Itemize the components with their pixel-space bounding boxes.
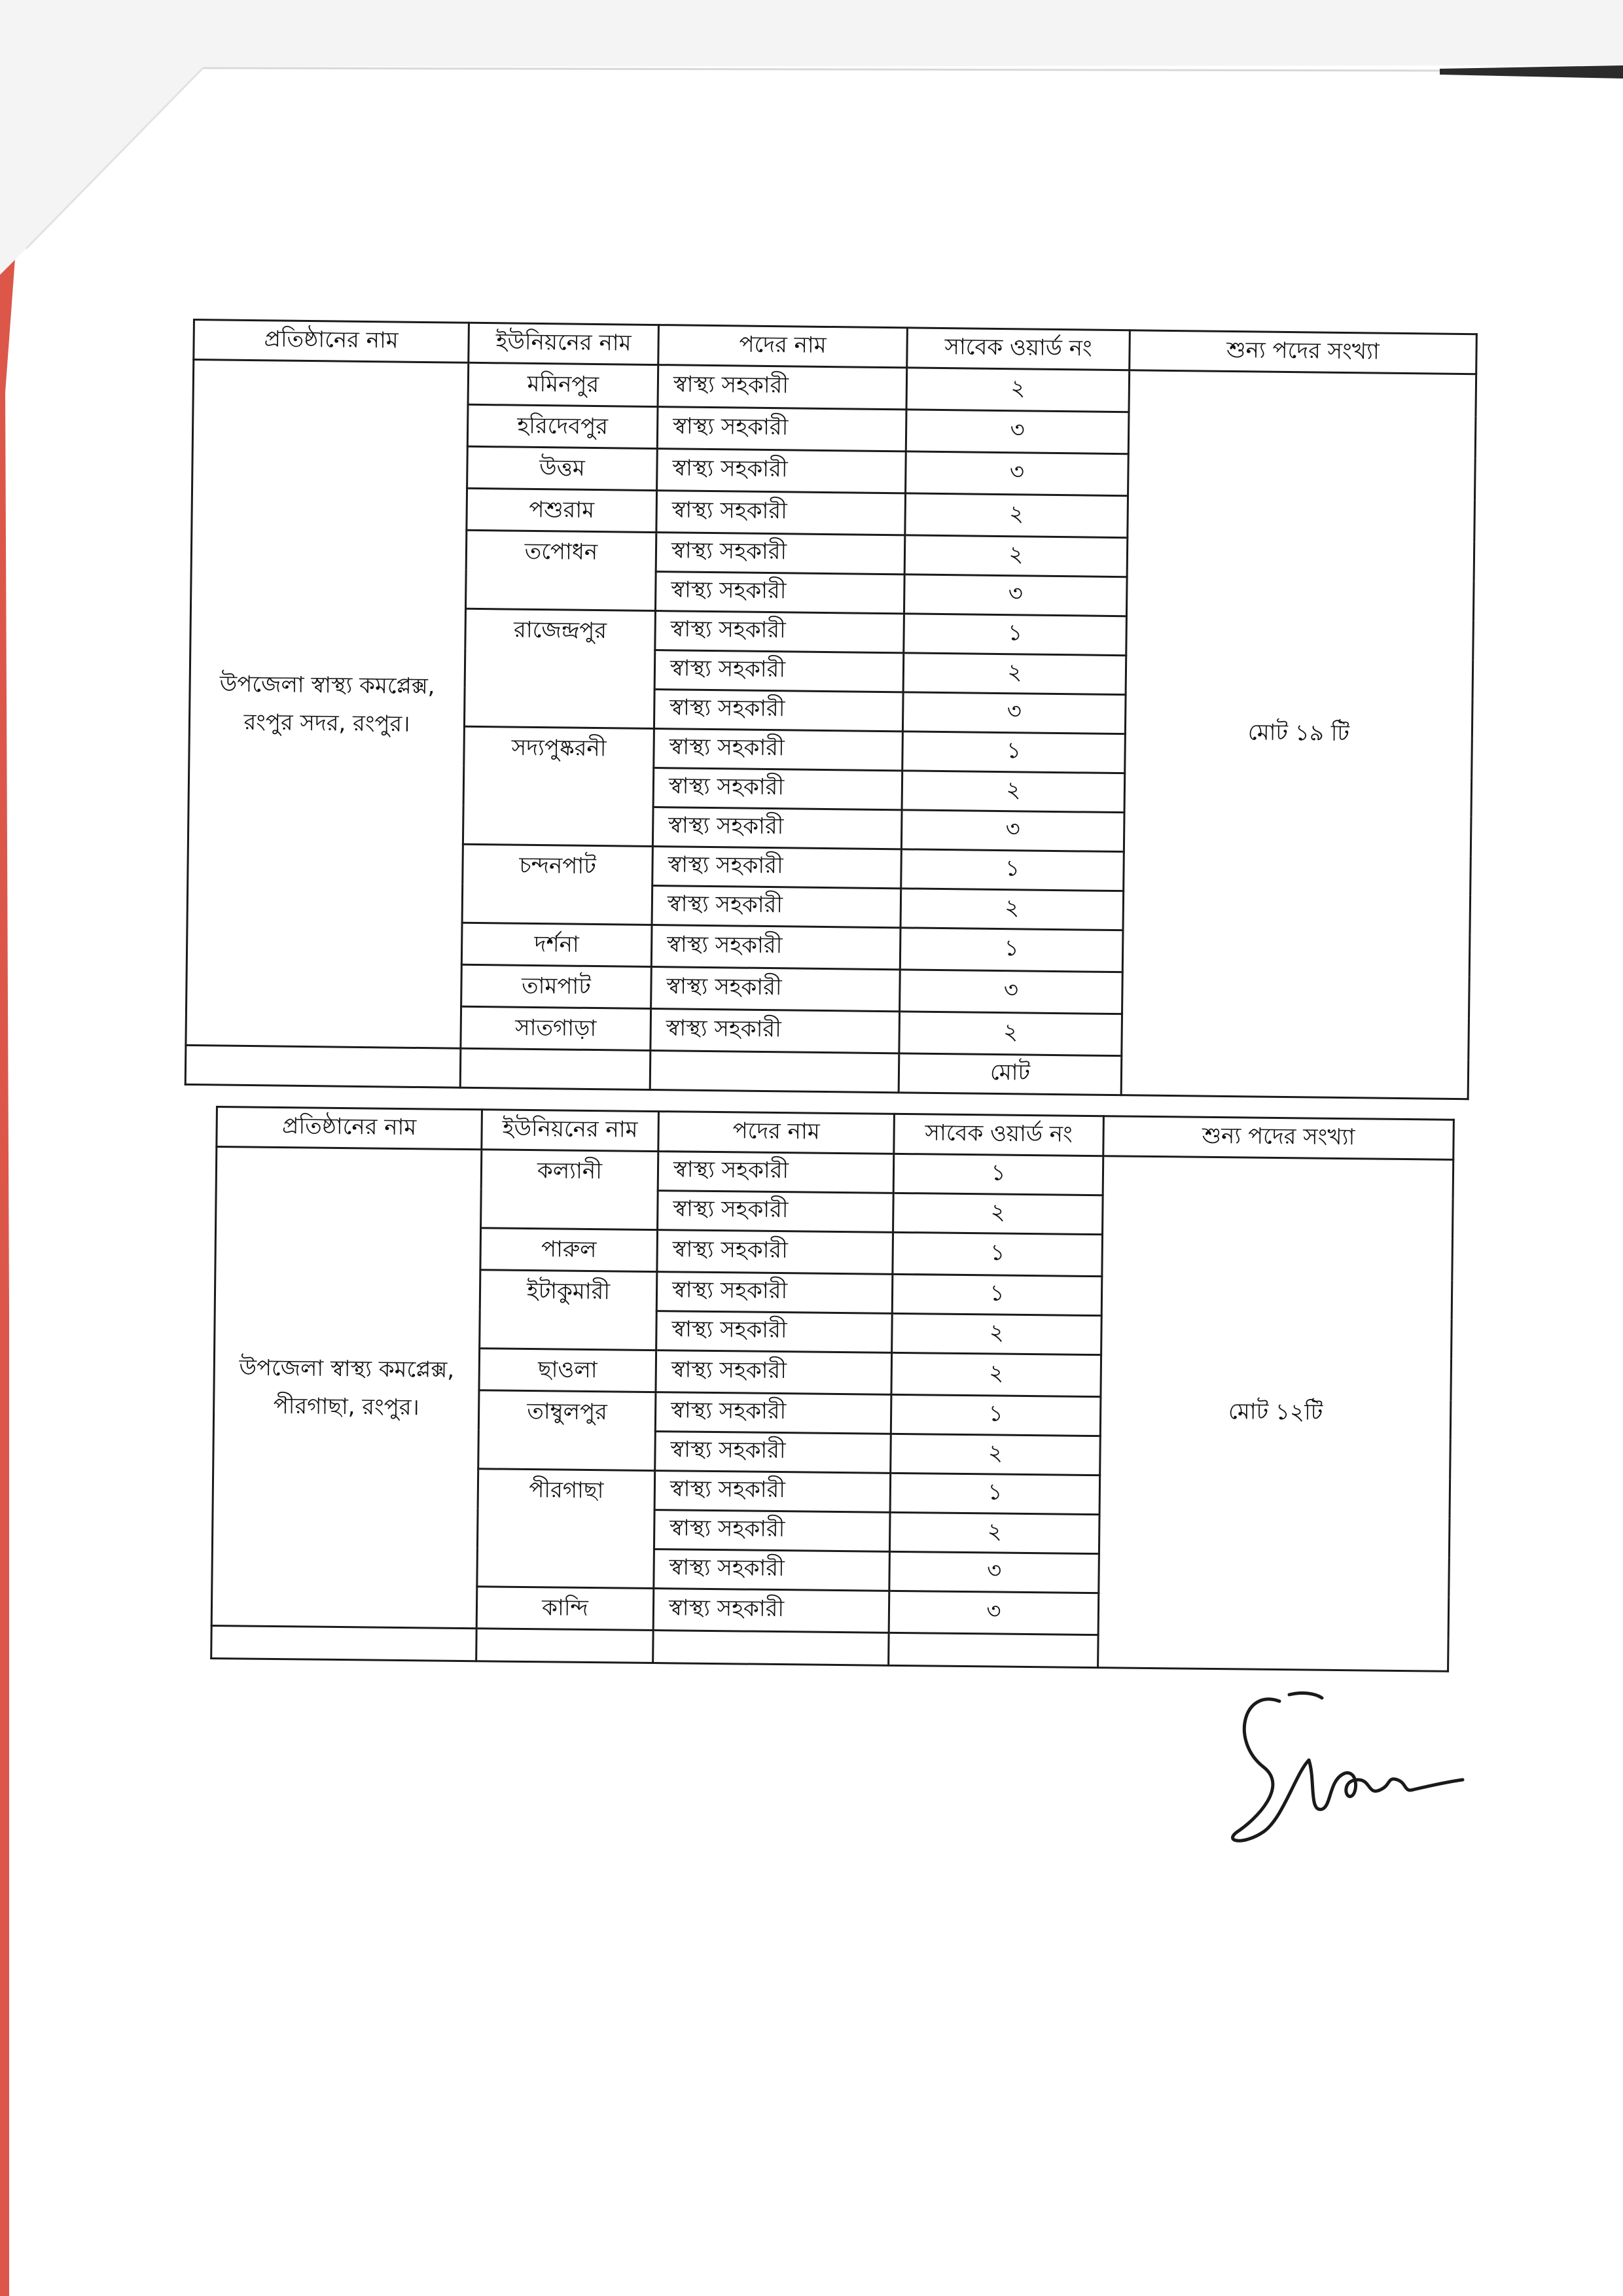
header-union: ইউনিয়নের নাম (469, 323, 659, 364)
union-name: কল্যানী (481, 1150, 658, 1230)
handwritten-signature (1217, 1682, 1466, 1852)
post-name: স্বাস্থ্য সহকারী (652, 847, 902, 889)
union-name: পশুরাম (467, 488, 657, 532)
ward-number: ২ (891, 1434, 1101, 1475)
post-name: স্বাস্থ্য সহকারী (652, 886, 901, 928)
ward-number: ৩ (906, 410, 1129, 454)
ward-number: ২ (891, 1352, 1101, 1396)
post-name: স্বাস্থ্য সহকারী (651, 967, 901, 1012)
post-name: স্বাস্থ্য সহকারী (651, 925, 901, 970)
header-post: পদের নাম (658, 1112, 895, 1154)
post-name: স্বাস্থ্য সহকারী (651, 1009, 900, 1053)
post-name: স্বাস্থ্য সহকারী (655, 1432, 891, 1474)
vacancy-table-pirgacha (210, 1106, 1455, 1672)
union-name: পারুল (480, 1228, 658, 1272)
header-vacancy: শুন্য পদের সংখ্যা (1103, 1116, 1454, 1160)
post-name: স্বাস্থ্য সহকারী (654, 690, 903, 732)
union-name: পীরগাছা (477, 1469, 655, 1589)
union-name: রাজেন্দ্রপুর (464, 609, 655, 728)
ward-number: ২ (899, 1012, 1122, 1056)
footer-institution-cell (185, 1045, 461, 1087)
post-name: স্বাস্থ্য সহকারী (655, 1392, 891, 1434)
vacancy-total: মোট ১৯ টি (1121, 370, 1476, 1099)
ward-number: ৩ (901, 810, 1124, 852)
ward-number: ৩ (902, 692, 1126, 734)
post-name: স্বাস্থ্য সহকারী (653, 1589, 889, 1633)
post-name: স্বাস্থ্য সহকারী (654, 650, 904, 692)
post-name: স্বাস্থ্য সহকারী (658, 365, 907, 410)
post-name: স্বাস্থ্য সহকারী (653, 768, 902, 810)
post-name: স্বাস্থ্য সহকারী (652, 807, 902, 849)
header-ward: সাবেক ওয়ার্ড নং (894, 1114, 1104, 1156)
footer-post-cell (650, 1051, 899, 1093)
ward-number: ২ (904, 535, 1128, 577)
header-institution: প্রতিষ্ঠানের নাম (194, 320, 469, 363)
ward-number: ২ (905, 493, 1128, 538)
header-union: ইউনিয়নের নাম (482, 1110, 659, 1152)
post-name: স্বাস্থ্য সহকারী (655, 572, 904, 614)
ward-number: ৩ (889, 1551, 1099, 1593)
post-name: স্বাস্থ্য সহকারী (655, 611, 904, 653)
ward-number: ১ (900, 928, 1123, 972)
header-institution: প্রতিষ্ঠানের নাম (217, 1107, 482, 1150)
post-name: স্বাস্থ্য সহকারী (658, 1152, 894, 1193)
ward-number: ১ (904, 614, 1127, 656)
union-name: হরিদেবপুর (467, 404, 658, 448)
post-name: স্বাস্থ্য সহকারী (657, 407, 906, 451)
footer-total-label (889, 1633, 1099, 1667)
header-vacancy: শুন্য পদের সংখ্যা (1130, 330, 1477, 374)
post-name: স্বাস্থ্য সহকারী (654, 1510, 890, 1552)
post-name: স্বাস্থ্য সহকারী (654, 1549, 890, 1591)
union-name: মমিনপুর (468, 362, 658, 406)
union-name: উত্তম (467, 446, 658, 490)
ward-number: ৩ (889, 1591, 1099, 1634)
union-name: তামপাট (461, 964, 652, 1008)
ward-number: ১ (890, 1473, 1100, 1514)
ward-number: ২ (906, 368, 1130, 412)
union-name: তাম্বুলপুর (478, 1390, 656, 1471)
union-name: কান্দি (476, 1587, 654, 1631)
post-name: স্বাস্থ্য সহকারী (654, 1471, 891, 1513)
post-name: স্বাস্থ্য সহকারী (656, 1272, 893, 1314)
institution-name: উপজেলা স্বাস্থ্য কমপ্লেক্স, রংপুর সদর, রংপুর। (186, 360, 469, 1049)
ward-number: ২ (889, 1512, 1099, 1553)
institution-name: উপজেলা স্বাস্থ্য কমপ্লেক্স, পীরগাছা, রংপুর। (211, 1147, 482, 1629)
post-name: স্বাস্থ্য সহকারী (657, 1230, 893, 1275)
post-name: স্বাস্থ্য সহকারী (654, 729, 903, 771)
vacancy-table-rangpur-sadar (185, 319, 1478, 1100)
header-post: পদের নাম (658, 325, 908, 368)
post-name: স্বাস্থ্য সহকারী (656, 1351, 892, 1395)
post-name: স্বাস্থ্য সহকারী (658, 1191, 894, 1233)
footer-total-label: মোট (899, 1053, 1122, 1095)
ward-number: ১ (891, 1394, 1101, 1436)
ward-number: ২ (903, 653, 1126, 695)
union-name: চন্দনপাট (462, 844, 652, 925)
ward-number: ৩ (900, 970, 1123, 1014)
footer-institution-cell (211, 1625, 477, 1661)
post-name: স্বাস্থ্য সহকারী (656, 1311, 893, 1353)
ward-number: ১ (901, 849, 1124, 891)
ward-number: ৩ (906, 451, 1129, 496)
union-name: ইটাকুমারী (480, 1270, 657, 1351)
union-name: সাতগাড়া (461, 1006, 651, 1050)
post-name: স্বাস্থ্য সহকারী (656, 491, 906, 535)
vacancy-total: মোট ১২টি (1098, 1156, 1454, 1672)
ward-number: ২ (901, 889, 1124, 930)
union-name: দর্শনা (461, 923, 652, 966)
footer-union-cell (476, 1629, 654, 1663)
post-name: স্বাস্থ্য সহকারী (656, 533, 905, 574)
union-name: সদ্যপুষ্করনী (463, 726, 654, 846)
ward-number: ১ (893, 1232, 1103, 1276)
ward-number: ১ (902, 732, 1126, 773)
union-name: ছাওলা (479, 1349, 656, 1392)
post-name: স্বাস্থ্য সহকারী (657, 449, 906, 493)
footer-union-cell (460, 1048, 651, 1089)
ward-number: ২ (902, 771, 1125, 813)
header-ward: সাবেক ওয়ার্ড নং (907, 328, 1130, 370)
ward-number: ১ (893, 1154, 1103, 1195)
ward-number: ২ (892, 1313, 1102, 1354)
union-name: তপোধন (465, 530, 656, 610)
ward-number: ১ (892, 1274, 1102, 1315)
ward-number: ২ (893, 1193, 1103, 1234)
ward-number: ৩ (904, 574, 1127, 616)
footer-post-cell (653, 1631, 889, 1666)
